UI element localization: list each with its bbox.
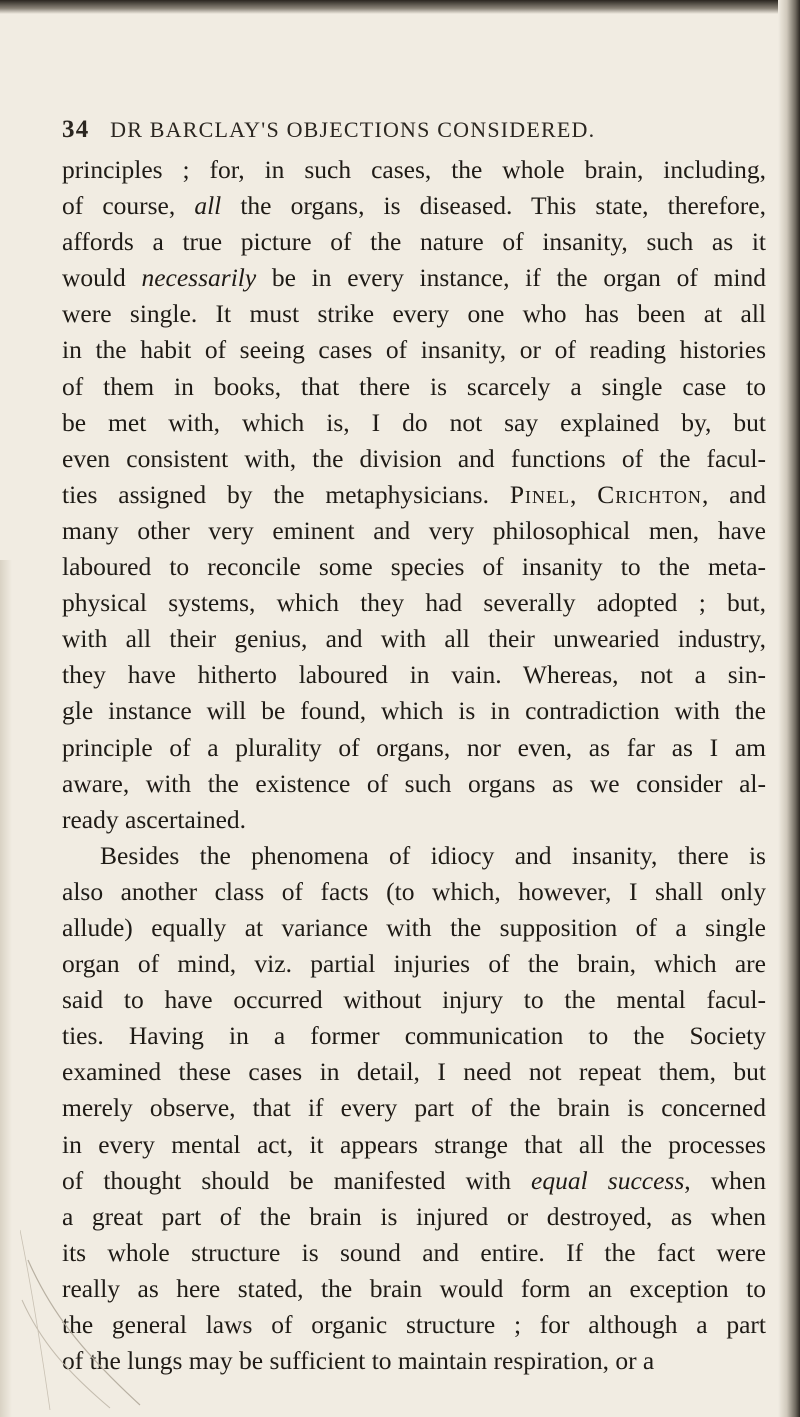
page-number: 34 xyxy=(62,116,90,143)
text-run: many other very eminent and very philosophical men, have xyxy=(62,515,766,545)
text-line xyxy=(62,1090,766,1126)
text-line xyxy=(62,1271,766,1307)
small-caps-name: Crichton xyxy=(597,479,702,509)
text-run: really as here stated, the brain would form an exception to xyxy=(62,1273,766,1303)
text-run: of thought should be manifested with xyxy=(62,1165,532,1195)
text-run: ready ascertained. xyxy=(62,804,247,834)
text-line xyxy=(62,1163,766,1199)
text-line xyxy=(62,910,766,946)
text-run: Besides the phenomena of idiocy and insanity, there is xyxy=(100,840,766,870)
text-run: principle of a plurality of organs, nor even, as far as I am xyxy=(62,732,766,762)
text-line xyxy=(62,1199,766,1235)
text-line xyxy=(62,982,766,1018)
text-run: , when xyxy=(684,1165,766,1195)
text-run: they have hitherto laboured in vain. Whereas, not a sin- xyxy=(62,660,766,690)
text-run: , xyxy=(570,479,598,509)
emphasis-text: necessarily xyxy=(141,263,257,293)
text-run: of the lungs may be sufficient to maintain respiration, or a xyxy=(62,1346,655,1376)
text-run: also another class of facts (to which, however, I shall only xyxy=(62,876,766,906)
text-line xyxy=(62,657,766,693)
text-run: be in every instance, if the organ of mind xyxy=(256,263,767,293)
text-run: would xyxy=(62,263,142,293)
text-line xyxy=(62,1235,766,1271)
text-run: , and xyxy=(701,479,767,509)
text-run: principles ; for, in such cases, the whole brain, including, xyxy=(62,155,766,184)
text-line xyxy=(62,585,766,621)
body-text xyxy=(62,152,766,1379)
text-line xyxy=(62,802,766,838)
text-line xyxy=(62,224,766,260)
text-run: even consistent with, the division and functions of the facul- xyxy=(62,443,766,473)
text-run: of them in books, that there is scarcely a single case to xyxy=(62,371,766,401)
text-line xyxy=(62,1307,766,1343)
text-run: allude) equally at variance with the supposition of a single xyxy=(62,912,766,942)
text-line xyxy=(62,766,766,802)
text-run: ties assigned by the metaphysicians. xyxy=(62,479,510,509)
text-line xyxy=(62,152,766,188)
text-line xyxy=(62,441,766,477)
text-line xyxy=(62,1127,766,1163)
text-run: a great part of the brain is injured or destroyed, as when xyxy=(62,1201,766,1231)
text-line xyxy=(62,260,766,296)
text-line xyxy=(62,405,766,441)
text-run: affords a true picture of the nature of insanity, such as it xyxy=(62,227,766,257)
text-run: were single. It must strike every one who has been at all xyxy=(62,299,766,329)
text-run: said to have occurred without injury to the mental facul- xyxy=(62,985,766,1015)
text-line xyxy=(62,369,766,405)
page-right-edge xyxy=(778,0,800,1417)
text-run: gle instance will be found, which is in contradiction with the xyxy=(62,696,766,726)
text-line xyxy=(62,296,766,332)
text-line xyxy=(62,513,766,549)
text-run: its whole structure is sound and entire. If the fact were xyxy=(62,1237,766,1267)
text-line xyxy=(62,1054,766,1090)
text-run: examined these cases in detail, I need not repeat them, but xyxy=(62,1057,766,1087)
small-caps-name: Pinel xyxy=(509,479,570,509)
text-run: the general laws of organic structure ; for although a part xyxy=(62,1310,766,1339)
text-line xyxy=(62,477,766,513)
emphasis-text: equal success xyxy=(531,1165,685,1195)
page-left-edge xyxy=(0,560,12,1417)
text-run: physical systems, which they had severally adopted ; but, xyxy=(62,588,766,618)
running-title: DR BARCLAY'S OBJECTIONS CONSIDERED. xyxy=(110,117,596,142)
text-run: the organs, is diseased. This state, therefore, xyxy=(221,191,766,221)
text-line xyxy=(62,693,766,729)
text-run: merely observe, that if every part of the brain is concerned xyxy=(62,1093,766,1123)
text-line xyxy=(62,838,766,874)
text-line xyxy=(62,874,766,910)
text-run: of course, xyxy=(62,191,195,221)
text-run: aware, with the existence of such organs as we consider al- xyxy=(62,768,766,798)
text-run: laboured to reconcile some species of insanity to the meta- xyxy=(62,552,766,582)
text-line xyxy=(62,332,766,368)
page-top-edge xyxy=(0,0,800,14)
emphasis-text: all xyxy=(194,191,222,221)
text-line xyxy=(62,549,766,585)
text-run: be met with, which is, I do not say explained by, but xyxy=(62,407,766,437)
text-line xyxy=(62,188,766,224)
text-run: in every mental act, it appears strange that all the processes xyxy=(62,1129,766,1159)
text-line xyxy=(62,1343,766,1379)
text-run: in the habit of seeing cases of insanity, or of reading histories xyxy=(62,335,766,365)
text-line xyxy=(62,621,766,657)
text-run: ties. Having in a former communication to the Society xyxy=(62,1021,766,1051)
text-run: with all their genius, and with all their unwearied industry, xyxy=(62,624,766,654)
text-run: organ of mind, viz. partial injuries of the brain, which are xyxy=(62,949,766,979)
text-line xyxy=(62,730,766,766)
text-line xyxy=(62,1018,766,1054)
text-line xyxy=(62,946,766,982)
running-head xyxy=(62,116,762,144)
